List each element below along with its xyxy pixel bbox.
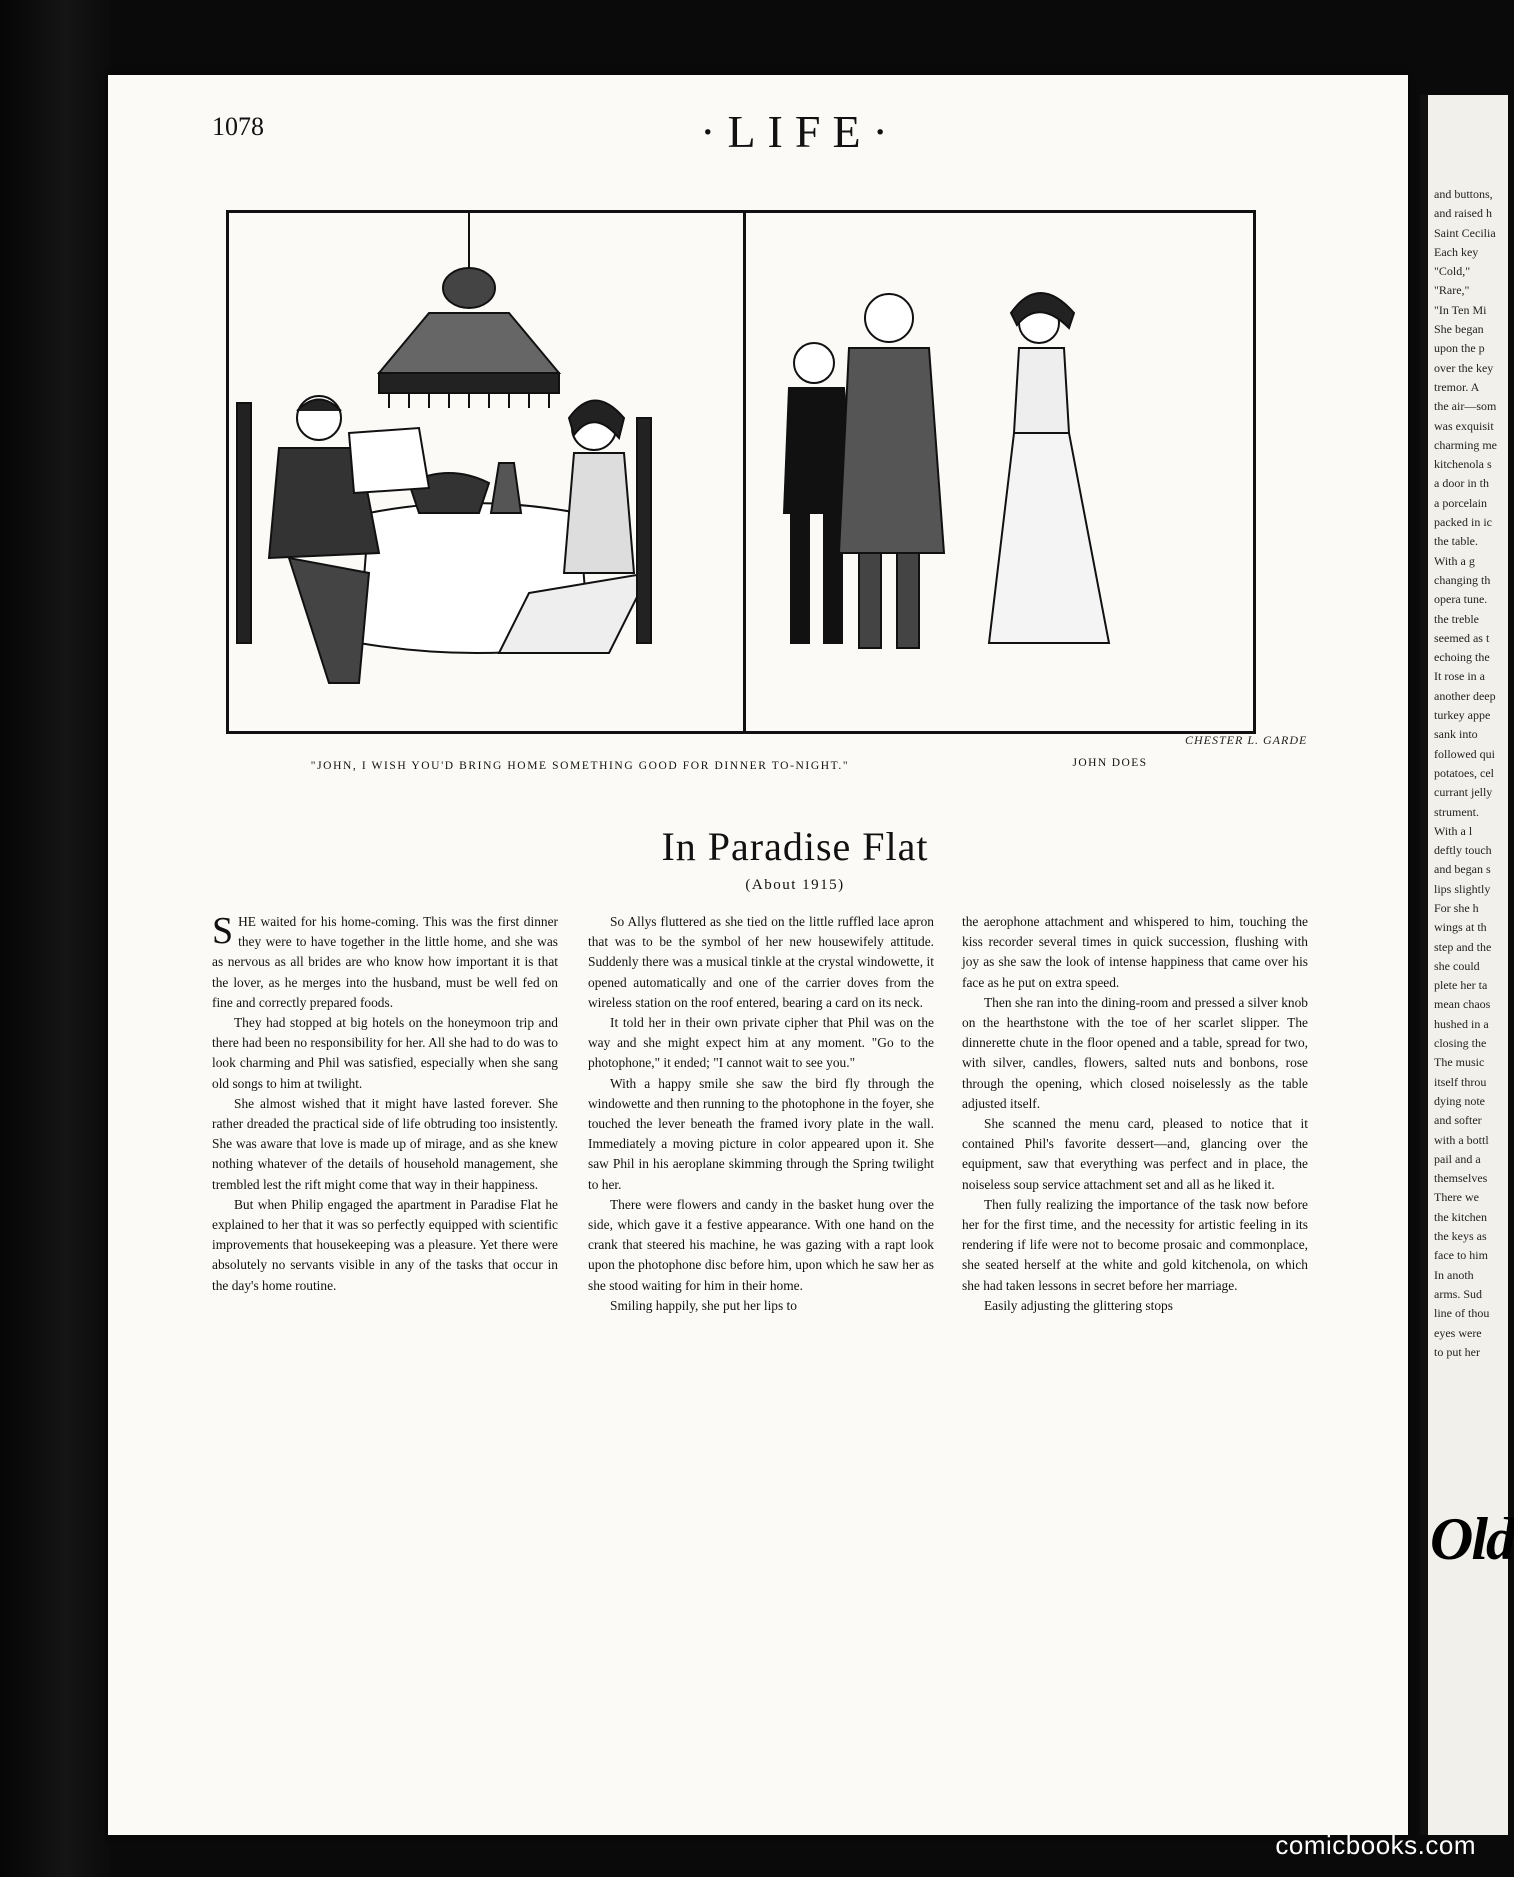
article-column-3 [962, 912, 1308, 1316]
adjacent-page-line: themselves [1434, 1171, 1488, 1186]
scan-edge [0, 0, 110, 1877]
adjacent-page-line: packed in ic [1434, 515, 1492, 530]
adjacent-page-line: currant jelly [1434, 785, 1493, 800]
adjacent-page-line: and raised h [1434, 206, 1492, 221]
article-column-1 [212, 912, 558, 1296]
article-subtitle: (About 1915) [745, 877, 845, 893]
adjacent-page-line: arms. Sud [1434, 1286, 1482, 1301]
adjacent-page-line: lips slightly [1434, 881, 1491, 896]
adjacent-page-line: For she h [1434, 900, 1479, 915]
drop-cap: S [212, 910, 234, 952]
adjacent-page-line: There we [1434, 1190, 1479, 1205]
article-paragraph: It told her in their own private cipher that Phil was on the way and she might expect him at any moment. "Go to the photophone," it ended; "I cannot wait to see you." [588, 1015, 934, 1071]
adjacent-page-line: eyes were [1434, 1325, 1482, 1340]
adjacent-page-line: wings at th [1434, 920, 1487, 935]
article-paragraph: With a happy smile she saw the bird fly through the windowette and then running to the photophone in the foyer, she touched the lever beneath the framed ivory plate in the wall. Immediately a moving picture in color appeared upon it. She saw Phil in his aeroplane skimming through the Spring twilight to her. [588, 1075, 934, 1192]
adjacent-page-line: pail and a [1434, 1151, 1481, 1166]
adjacent-page-line: she could [1434, 958, 1480, 973]
adjacent-page-line: echoing the [1434, 650, 1490, 665]
paragraph-text: HE waited for his home-coming. This was the first dinner they were to have together in the little home, and she was as nervous as all brides are who know how important it is that the lover, as he merges into the husband, must be well fed on fine and correctly prepared foods. [212, 914, 558, 1010]
john-figure [839, 294, 944, 648]
adjacent-page [1420, 95, 1514, 1835]
adjacent-page-line: sank into [1434, 727, 1478, 742]
adjacent-page-line: the air—som [1434, 399, 1497, 414]
adjacent-page-line: and buttons, [1434, 187, 1493, 201]
article-title: In Paradise Flat [661, 824, 929, 869]
adjacent-page-line: line of thou [1434, 1306, 1490, 1321]
article-paragraph [212, 912, 558, 1013]
adjacent-page-line: step and the [1434, 939, 1492, 954]
cartoon-caption-right: JOHN DOES [1072, 757, 1148, 769]
adjacent-page-line: With a g [1434, 553, 1475, 568]
adjacent-page-line: hushed in a [1434, 1016, 1489, 1031]
adjacent-page-line: deftly touch [1434, 843, 1492, 858]
adjacent-page-line: seemed as t [1434, 630, 1490, 645]
adjacent-page-text [1434, 185, 1514, 1359]
adjacent-page-line: Saint Cecilia [1434, 225, 1496, 240]
adjacent-page-line: charming me [1434, 437, 1497, 452]
article-paragraph: Smiling happily, she put her lips to [610, 1297, 797, 1313]
adjacent-page-line: potatoes, cel [1434, 765, 1494, 780]
adjacent-page-line: turkey appe [1434, 708, 1491, 723]
adjacent-page-line: another deep [1434, 688, 1496, 703]
adjacent-page-line: changing th [1434, 572, 1491, 587]
adjacent-page-line: to put her [1434, 1344, 1480, 1359]
article-paragraph: Then fully realizing the importance of the task now before her for the first time, and the necessity for artistic feeling in its rendering if life were not to become prosaic and commonplace, she seated herself at the white and gold kitchenola, on which she had taken lessons in secret before her marriage. [962, 1196, 1308, 1293]
adjacent-page-ad-word: Old [1430, 1506, 1514, 1572]
article-paragraph: There were flowers and candy in the basket hung over the side, which gave it a festive appearance. With one hand on the crank that steered his machine, he was gazing with a rapt look upon the photophone disc before him, upon which he saw her as she stood waiting for him in their home. [588, 1196, 934, 1293]
adjacent-page-line: plete her ta [1434, 978, 1488, 993]
cartoon-illustration [226, 210, 1256, 734]
adjacent-page-line: the kitchen [1434, 1209, 1487, 1224]
adjacent-page-line: The music [1434, 1055, 1485, 1070]
adjacent-page-line: With a l [1434, 823, 1473, 838]
adjacent-page-line: with a bottl [1434, 1132, 1489, 1147]
panel-divider [743, 213, 746, 731]
adjacent-page-line: upon the p [1434, 341, 1485, 356]
article-paragraph: She scanned the menu card, pleased to notice that it contained Phil's favorite dessert—and, glancing over the equipment, saw that everything was perfect and in place, the noiseless soup service attachment set and all as he liked it. [962, 1116, 1308, 1192]
artist-signature: CHESTER L. GARDE [1185, 733, 1308, 747]
adjacent-page-line: was exquisit [1434, 418, 1494, 433]
adjacent-page-line: closing the [1434, 1036, 1487, 1051]
article-paragraph: She almost wished that it might have lasted forever. She rather dreaded the practical side of life obtruding too insistently. She was aware that love is made up of mirage, and as she knew nothing whatever of the details of household management, she trembled lest the rift might come that way in their happiness. [212, 1095, 558, 1192]
article-paragraph: Easily adjusting the glittering stops [984, 1297, 1173, 1313]
article-column-2 [588, 912, 934, 1316]
article-paragraph: the aerophone attachment and whispered to him, touching the kiss recorder several times in quick succession, flushing with joy as she saw the look of intense happiness that came over his face as he put on extra speed. [962, 914, 1308, 990]
adjacent-page-line: and softer [1434, 1113, 1482, 1128]
article-paragraph: So Allys fluttered as she tied on the little ruffled lace apron that was to be the symbol of her new housewifely attitude. Suddenly there was a musical tinkle at the crystal windowette, it opened automatically and one of the carrier doves from the wireless station on the roof entered, bearing a card on its neck. [588, 914, 934, 1010]
adjacent-page-line: opera tune. [1434, 592, 1488, 607]
article-paragraph: Then she ran into the dining-room and pressed a silver knob on the hearthstone with the toe of her scarlet slipper. The dinnerette chute in the floor opened and a table, spread for two, with silver, candles, flowers, salted nuts and bonbons, rose through the opening, which closed noiselessly as the table adjusted itself. [962, 994, 1308, 1111]
adjacent-page-line: "Cold," [1434, 264, 1471, 279]
adjacent-page-line: "Rare," [1434, 283, 1470, 298]
adjacent-page-line: the treble [1434, 611, 1479, 626]
adjacent-page-line: She began [1434, 322, 1484, 337]
hanging-lamp [379, 213, 559, 408]
wife-figure [989, 293, 1109, 643]
adjacent-page-line: strument. [1434, 804, 1479, 819]
adjacent-page-line: followed qui [1434, 746, 1495, 761]
adjacent-page-line: and began s [1434, 862, 1491, 877]
adjacent-page-line: kitchenola s [1434, 457, 1492, 472]
adjacent-page-line: "In Ten Mi [1434, 302, 1487, 317]
adjacent-page-line: Each key [1434, 244, 1479, 259]
adjacent-page-line: the table. [1434, 534, 1478, 549]
article-paragraph: But when Philip engaged the apartment in Paradise Flat he explained to her that it was so perfectly equipped with scientific improvements that housekeeping was a pleasure. Yet there were absolutely no servants visible in any of the tasks that occur in the day's home routine. [212, 1196, 558, 1293]
adjacent-page-line: over the key [1434, 360, 1494, 375]
page-number: 1078 [212, 112, 264, 141]
adjacent-page-line: It rose in a [1434, 669, 1485, 684]
cartoon-drawing [229, 213, 1253, 731]
adjacent-page-line: itself throu [1434, 1074, 1487, 1089]
site-watermark: comicbooks.com [1275, 1830, 1476, 1860]
adjacent-page-line: a door in th [1434, 476, 1489, 491]
adjacent-page-line: In anoth [1434, 1267, 1474, 1282]
adjacent-page-line: the keys as [1434, 1229, 1487, 1244]
adjacent-page-line: face to him [1434, 1248, 1488, 1263]
masthead: ·LIFE· [700, 106, 900, 157]
adjacent-page-line: mean chaos [1434, 997, 1491, 1012]
adjacent-page-line: a porcelain [1434, 495, 1487, 510]
adjacent-page-line: dying note [1434, 1093, 1485, 1108]
adjacent-page-line: tremor. A [1434, 379, 1480, 394]
cartoon-caption-left: "JOHN, I WISH YOU'D BRING HOME SOMETHING GOOD FOR DINNER TO-NIGHT." [310, 760, 850, 772]
article-paragraph: They had stopped at big hotels on the honeymoon trip and there had been no responsibility for her. All she had to do was to look charming and Phil was satisfied, especially when she sang old songs to him at twilight. [212, 1015, 558, 1091]
